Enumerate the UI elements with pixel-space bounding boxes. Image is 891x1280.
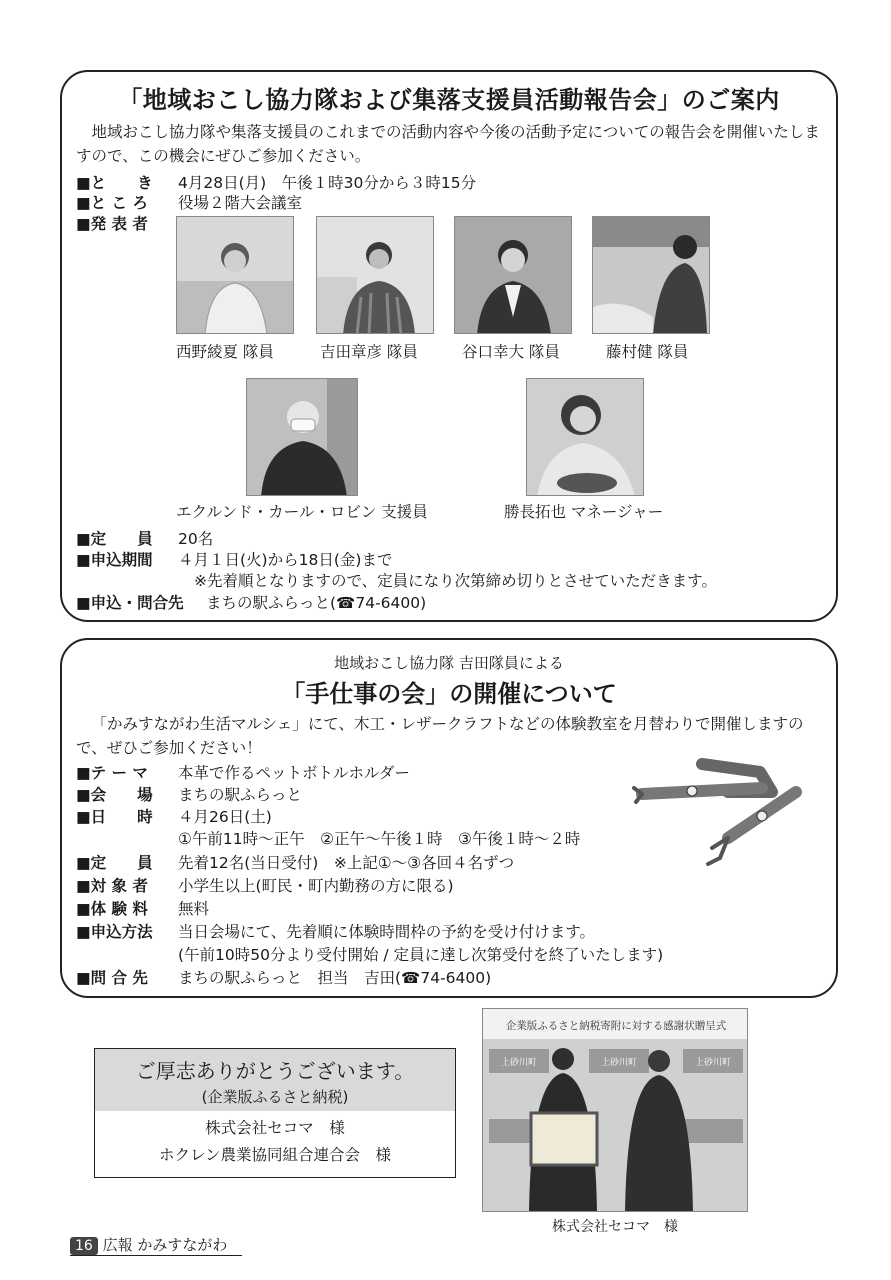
detail-row — [76, 784, 302, 806]
detail-row — [76, 828, 580, 850]
presenter-photo — [454, 216, 572, 334]
presenter-name: エクルンド・カール・ロビン 支援員 — [176, 503, 428, 521]
detail-row — [76, 875, 454, 897]
capacity-label: ■定 員 — [76, 530, 153, 548]
handicraft-intro: 「かみすながわ生活マルシェ」にて、木工・レザークラフトなどの体験教室を月替わりで開催しますので、ぜひご参加ください！ — [76, 715, 804, 757]
detail-value: 本革で作るペットボトルホルダー — [178, 764, 410, 782]
detail-label: ■定 員 — [76, 854, 153, 872]
place-value: 役場２階大会議室 — [178, 194, 303, 212]
place-row — [76, 192, 302, 214]
donor-list — [95, 1111, 455, 1169]
period-note: ※先着順となりますので、定員になり次第締め切りとさせていただきます。 — [194, 572, 717, 590]
date-value: 4月28日(月) 午後１時30分から３時15分 — [178, 174, 477, 192]
thanks-subtitle: (企業版ふるさと納税) — [201, 1088, 349, 1106]
contact-row — [76, 592, 426, 614]
handicraft-section — [60, 638, 838, 998]
detail-value: ①午前11時～正午 ②正午～午後１時 ③午後１時～２時 — [178, 830, 581, 848]
detail-label: ■テ ー マ — [76, 764, 148, 782]
detail-value: (午前10時50分より受付開始 / 定員に達し次第受付を終了いたします) — [178, 946, 664, 964]
date-label: ■と き — [76, 174, 153, 192]
detail-value: まちの駅ふらっと — [178, 786, 303, 804]
detail-value: ４月26日(土) — [178, 808, 272, 826]
event-report-title: 「地域おこし協力隊および集落支援員活動報告会」のご案内 — [118, 86, 780, 114]
detail-row — [76, 762, 410, 784]
period-value: ４月１日(火)から18日(金)まで — [178, 551, 393, 569]
detail-label: ■会 場 — [76, 786, 153, 804]
detail-row — [76, 852, 514, 874]
detail-value: 無料 — [178, 900, 210, 918]
date-row — [76, 172, 476, 194]
detail-row — [76, 921, 595, 943]
presenter-photo — [592, 216, 710, 334]
town-sign: 上砂川町 — [500, 1058, 538, 1068]
detail-value: 小学生以上(町民・町内勤務の方に限る) — [178, 877, 454, 895]
presenter-photo — [176, 216, 294, 334]
event-report-intro: 地域おこし協力隊や集落支援員のこれまでの活動内容や今後の活動予定についての報告会を開催いたしますので、この機会にぜひご参加ください。 — [76, 123, 820, 165]
presenters-row — [76, 213, 178, 235]
detail-row — [76, 967, 491, 989]
capacity-row — [76, 528, 213, 550]
bottle-holder-illustration — [632, 758, 812, 868]
detail-row — [76, 944, 663, 966]
presenter-name: 吉田章彦 隊員 — [320, 343, 418, 361]
page-footer — [70, 1234, 227, 1255]
place-label: ■と こ ろ — [76, 194, 148, 212]
ceremony-banner: 企業版ふるさと納税寄附に対する感謝状贈呈式 — [505, 1020, 727, 1032]
period-row — [76, 549, 392, 571]
detail-value: まちの駅ふらっと 担当 吉田(☎74-6400) — [178, 969, 492, 987]
detail-value: 先着12名(当日受付) ※上記①～③各回４名ずつ — [178, 854, 515, 872]
contact-label: ■申込・問合先 — [76, 594, 184, 612]
capacity-value: 20名 — [178, 530, 214, 548]
thanks-header — [95, 1049, 455, 1111]
detail-row — [76, 898, 209, 920]
donor-name: ホクレン農業協同組合連合会 様 — [158, 1146, 392, 1164]
presenter-name: 西野綾夏 隊員 — [176, 343, 274, 361]
handicraft-subtitle: 地域おこし協力隊 吉田隊員による — [334, 654, 564, 672]
presenter-name: 勝長拓也 マネージャー — [504, 503, 664, 521]
presenter-photo — [316, 216, 434, 334]
page-number: 16 — [70, 1237, 98, 1255]
thanks-title: ご厚志ありがとうございます。 — [135, 1059, 415, 1083]
contact-value: まちの駅ふらっと(☎74-6400) — [206, 594, 427, 612]
handicraft-title: 「手仕事の会」の開催について — [281, 680, 617, 708]
donor-name: 株式会社セコマ 様 — [205, 1119, 345, 1137]
detail-value: 当日会場にて、先着順に体験時間枠の予約を受け付けます。 — [178, 923, 595, 941]
event-report-section — [60, 70, 838, 622]
presenter-name: 谷口幸大 隊員 — [462, 343, 560, 361]
footer-rule — [70, 1255, 242, 1256]
detail-label: ■体 験 料 — [76, 900, 148, 918]
detail-label: ■日 時 — [76, 808, 153, 826]
presenters-label: ■発 表 者 — [76, 215, 148, 233]
detail-label: ■申込方法 — [76, 923, 153, 941]
town-sign: 上砂川町 — [694, 1058, 732, 1068]
thanks-box — [94, 1048, 456, 1178]
period-label: ■申込期間 — [76, 551, 153, 569]
presenter-photo — [526, 378, 644, 496]
detail-label: ■問 合 先 — [76, 969, 148, 987]
publication-name: 広報 かみすながわ — [102, 1236, 228, 1254]
presenter-name: 藤村健 隊員 — [606, 343, 689, 361]
presenter-photo — [246, 378, 358, 496]
ceremony-photo — [482, 1008, 748, 1212]
detail-label: ■対 象 者 — [76, 877, 148, 895]
detail-row — [76, 806, 272, 828]
town-sign: 上砂川町 — [600, 1058, 638, 1068]
ceremony-caption: 株式会社セコマ 様 — [552, 1219, 678, 1235]
